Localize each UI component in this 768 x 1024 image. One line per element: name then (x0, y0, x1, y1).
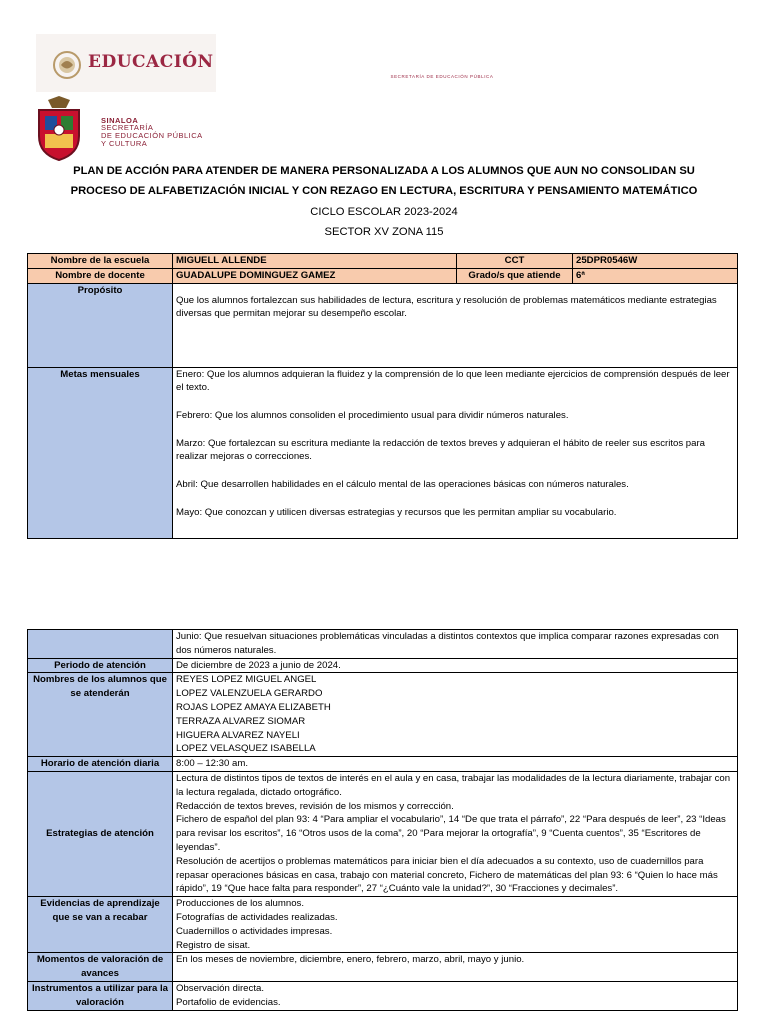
goal-june: Junio: Que resuelvan situaciones problemáticas vinculadas a distintos contextos que implica comparar razones expresadas con dos números naturales. (173, 630, 738, 659)
evidence-list (173, 897, 738, 953)
sinaloa-line2: SECRETARÍA (101, 123, 154, 132)
strategies-list (173, 771, 738, 896)
goals-cell (173, 367, 738, 538)
student-name: LOPEZ VELASQUEZ ISABELLA (176, 743, 316, 755)
grade-value: 6ª (573, 268, 738, 283)
evidence-item: Producciones de los alumnos. (176, 898, 304, 910)
student-name: TERRAZA ALVAREZ SIOMAR (176, 715, 306, 727)
educacion-subtitle: SECRETARÍA DE EDUCACIÓN PÚBLICA (390, 74, 494, 79)
instrument-item: Portafolio de evidencias. (176, 996, 281, 1008)
document-title-line2: PROCESO DE ALFABETIZACIÓN INICIAL Y CON REZAGO EN LECTURA, ESCRITURA Y PENSAMIENTO MATEMÁTICO (70, 185, 698, 197)
instruments-label: Instrumentos a utilizar para la valoración (28, 981, 173, 1010)
strategy-item: Lectura de distintos tipos de textos de interés en el aula y en casa, trabajar las modalidades de la lectura diariamente, trabajar con la lectura regalada, dictado ortográfico. (176, 772, 731, 798)
goal-may: Mayo: Que conozcan y utilicen diversas estrategias y recursos que les permitan ampliar su vocabulario. (176, 506, 617, 518)
period-value: De diciembre de 2023 a junio de 2024. (173, 658, 738, 673)
evidence-item: Fotografías de actividades realizadas. (176, 911, 338, 923)
students-label: Nombres de los alumnos que se atenderán (28, 673, 173, 757)
strategy-item: Redacción de textos breves, revisión de los mismos y corrección. (176, 800, 454, 812)
sector-zone: SECTOR XV ZONA 115 (324, 226, 444, 238)
goal-february: Febrero: Que los alumnos consoliden el procedimiento usual para dividir números naturales. (176, 409, 569, 421)
sinaloa-line3: DE EDUCACIÓN PÚBLICA (101, 131, 203, 140)
students-list (173, 673, 738, 757)
student-name: HIGUERA ALVAREZ NAYELI (176, 729, 300, 741)
teacher-value: GUADALUPE DOMINGUEZ GAMEZ (173, 268, 457, 283)
sinaloa-logo (34, 96, 234, 162)
school-value: MIGUELL ALLENDE (173, 254, 457, 269)
sinaloa-shield-icon (34, 96, 84, 162)
evidence-item: Cuadernillos o actividades impresas. (176, 925, 333, 937)
cct-label: CCT (457, 254, 573, 269)
cct-value: 25DPR0546W (573, 254, 738, 269)
student-name: REYES LOPEZ MIGUEL ANGEL (176, 674, 317, 686)
purpose-text: Que los alumnos fortalezcan sus habilidades de lectura, escritura y resolución de problemas matemáticos mediante estrategias diversas que permitan mejorar su desempeño escolar. (176, 294, 717, 320)
purpose-label: Propósito (28, 283, 173, 367)
evidence-item: Registro de sisat. (176, 939, 251, 951)
schedule-value: 8:00 – 12:30 am. (173, 757, 738, 772)
moments-label: Momentos de valoración de avances (28, 953, 173, 982)
strategy-item: Fichero de español del plan 93: 4 “Para ampliar el vocabulario”, 14 “De que trata el párrafo”, 22 “Para después de leer”, 23 “Ideas para revisar los escritos”, 16 “Otros usos de la coma”, 20 “Para mejorar la ortografía”, 9 “Cuenta cuentos”, 35 “Escritores de leyendas”. (176, 814, 726, 853)
mexico-seal-icon (52, 48, 82, 82)
june-label (28, 630, 173, 659)
educacion-logo (36, 34, 494, 92)
document-title-line1: PLAN DE ACCIÓN PARA ATENDER DE MANERA PERSONALIZADA A LOS ALUMNOS QUE AUN NO CONSOLIDAN SU (73, 165, 695, 177)
schedule-label: Horario de atención diaria (28, 757, 173, 772)
school-cycle: CICLO ESCOLAR 2023-2024 (310, 206, 458, 218)
instrument-item: Observación directa. (176, 982, 264, 994)
evidence-label: Evidencias de aprendizaje que se van a recabar (28, 897, 173, 953)
sinaloa-title: SINALOA (101, 116, 139, 125)
moments-value: En los meses de noviembre, diciembre, enero, febrero, marzo, abril, mayo y junio. (173, 953, 738, 982)
goal-january: Enero: Que los alumnos adquieran la fluidez y la comprensión de lo que leen mediante ejercicios de comprensión después de leer el texto. (176, 368, 730, 394)
grade-label: Grado/s que atiende (457, 268, 573, 283)
plan-table-part2 (27, 629, 738, 1011)
goal-april: Abril: Que desarrollen habilidades en el cálculo mental de las operaciones básicas con números naturales. (176, 478, 629, 490)
strategy-item: Resolución de acertijos o problemas matemáticos para iniciar bien el día adecuados a su contexto, uso de cuadernillos para repasar operaciones básicas en casa, trabajo con material concreto, Fichero de matemáticas del plan 93: 6 “Quien lo hace más rápido”, 19 “Que hace falta para responder”, 27 “¿Cuánto vale la unidad?”, 30 “Fracciones y decimales”. (176, 855, 718, 895)
student-name: ROJAS LOPEZ AMAYA ELIZABETH (176, 701, 331, 713)
sinaloa-secretaria (101, 124, 241, 148)
period-label: Periodo de atención (28, 658, 173, 673)
teacher-label: Nombre de docente (28, 268, 173, 283)
instruments-list (173, 981, 738, 1010)
student-name: LOPEZ VALENZUELA GERARDO (176, 688, 323, 700)
educacion-wordmark: EDUCACIÓN (88, 52, 214, 72)
purpose-value (173, 283, 738, 367)
sinaloa-line4: Y CULTURA (101, 139, 148, 148)
strategies-label: Estrategias de atención (28, 771, 173, 896)
school-label: Nombre de la escuela (28, 254, 173, 269)
plan-table-part1 (27, 253, 738, 539)
goals-label: Metas mensuales (28, 367, 173, 538)
goal-march: Marzo: Que fortalezcan su escritura mediante la redacción de textos breves y adquieran el hábito de reeler sus escritos para realizar mejoras o correcciones. (176, 437, 706, 463)
